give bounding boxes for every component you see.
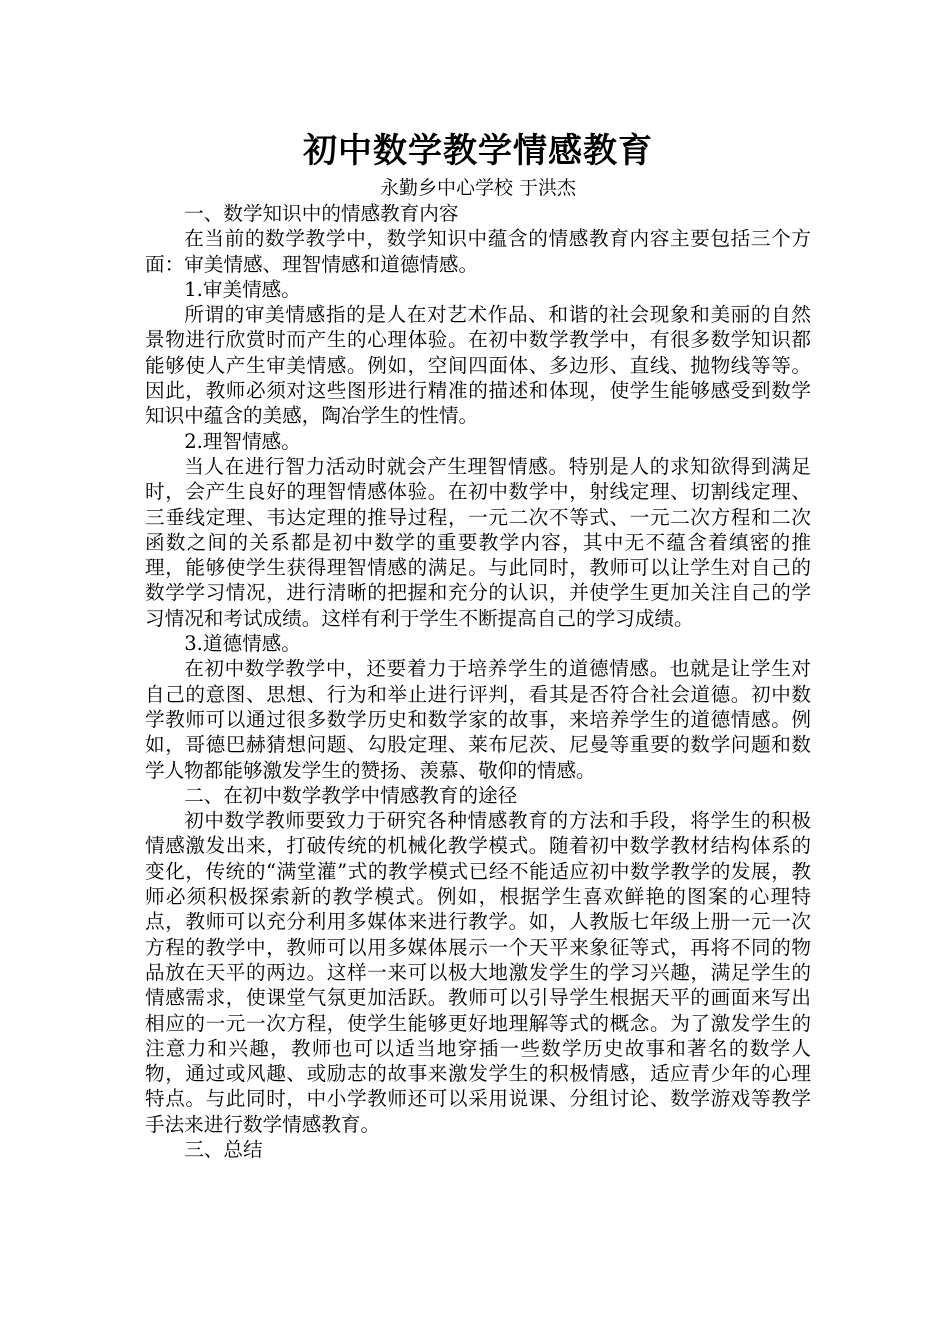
section-heading-1: 一、数学知识中的情感教育内容 — [184, 202, 459, 225]
document-title: 初中数学教学情感教育 — [303, 131, 653, 171]
paragraph-aesthetic: 所谓的审美情感指的是人在对艺术作品、和谐的社会现象和美丽的自然景物进行欣赏时而产生的心理体验。在初中数学教学中，有很多数学知识都能够使人产生审美情感。例如，空间四面体、多边形、直线、抛物线等等。因此，教师必须对这些图形进行精准的描述和体现，使学生能够感受到数学知识中蕴含的美感，陶冶学生的性情。 — [145, 303, 811, 428]
subheading-aesthetic: 1.审美情感。 — [184, 277, 301, 301]
subheading-moral: 3.道德情感。 — [184, 632, 301, 656]
section-heading-2: 二、在初中数学教学中情感教育的途径 — [184, 783, 518, 807]
paragraph-intro: 在当前的数学教学中，数学知识中蕴含的情感教育内容主要包括三个方面：审美情感、理智情感和道德情感。 — [145, 227, 811, 276]
subheading-rational: 2.理智情感。 — [184, 429, 301, 453]
paragraph-rational: 当人在进行智力活动时就会产生理智情感。特别是人的求知欲得到满足时，会产生良好的理智情感体验。在初中数学中，射线定理、切割线定理、三垂线定理、韦达定理的推导过程，一元二次不等式、一元二次方程和二次函数之间的关系都是初中数学的重要教学内容，其中无不蕴含着缜密的推理，能够使学生获得理智情感的满足。与此同时，教师可以让学生对自己的数学学习情况，进行清晰的把握和充分的认识，并使学生更加关注自己的学习情况和考试成绩。这样有利于学生不断提高自己的学习成绩。 — [145, 454, 811, 630]
paragraph-moral: 在初中数学教学中，还要着力于培养学生的道德情感。也就是让学生对自己的意图、思想、行为和举止进行评判，看其是否符合社会道德。初中数学教师可以通过很多数学历史和数学家的故事，来培养学生的道德情感。例如，哥德巴赫猜想问题、勾股定理、莱布尼茨、尼曼等重要的数学问题和数学人物都能够激发学生的赞扬、羡慕、敬仰的情感。 — [145, 657, 811, 782]
document-page — [145, 128, 811, 1162]
author-line: 永勤乡中心学校 于洪杰 — [379, 177, 577, 199]
paragraph-methods: 初中数学教师要致力于研究各种情感教育的方法和手段，将学生的积极情感激发出来，打破传统的机械化教学模式。随着初中数学教材结构体系的变化，传统的“满堂灌”式的教学模式已经不能适应初中数学教学的发展，教师必须积极探索新的教学模式。例如，根据学生喜欢鲜艳的图案的心理特点，教师可以充分利用多媒体来进行教学。如，人教版七年级上册一元一次方程的教学中，教师可以用多媒体展示一个天平来象征等式，再将不同的物品放在天平的两边。这样一来可以极大地激发学生的学习兴趣，满足学生的情感需求，使课堂气氛更加活跃。教师可以引导学生根据天平的画面来写出相应的一元一次方程，使学生能够更好地理解等式的概念。为了激发学生的注意力和兴趣，教师也可以适当地穿插一些数学历史故事和著名的数学人物，通过或风趣、或励志的故事来激发学生的积极情感，适应青少年的心理特点。与此同时，中小学教师还可以采用说课、分组讨论、数学游戏等教学手法来进行数学情感教育。 — [145, 809, 811, 1136]
section-heading-3: 三、总结 — [184, 1137, 263, 1161]
